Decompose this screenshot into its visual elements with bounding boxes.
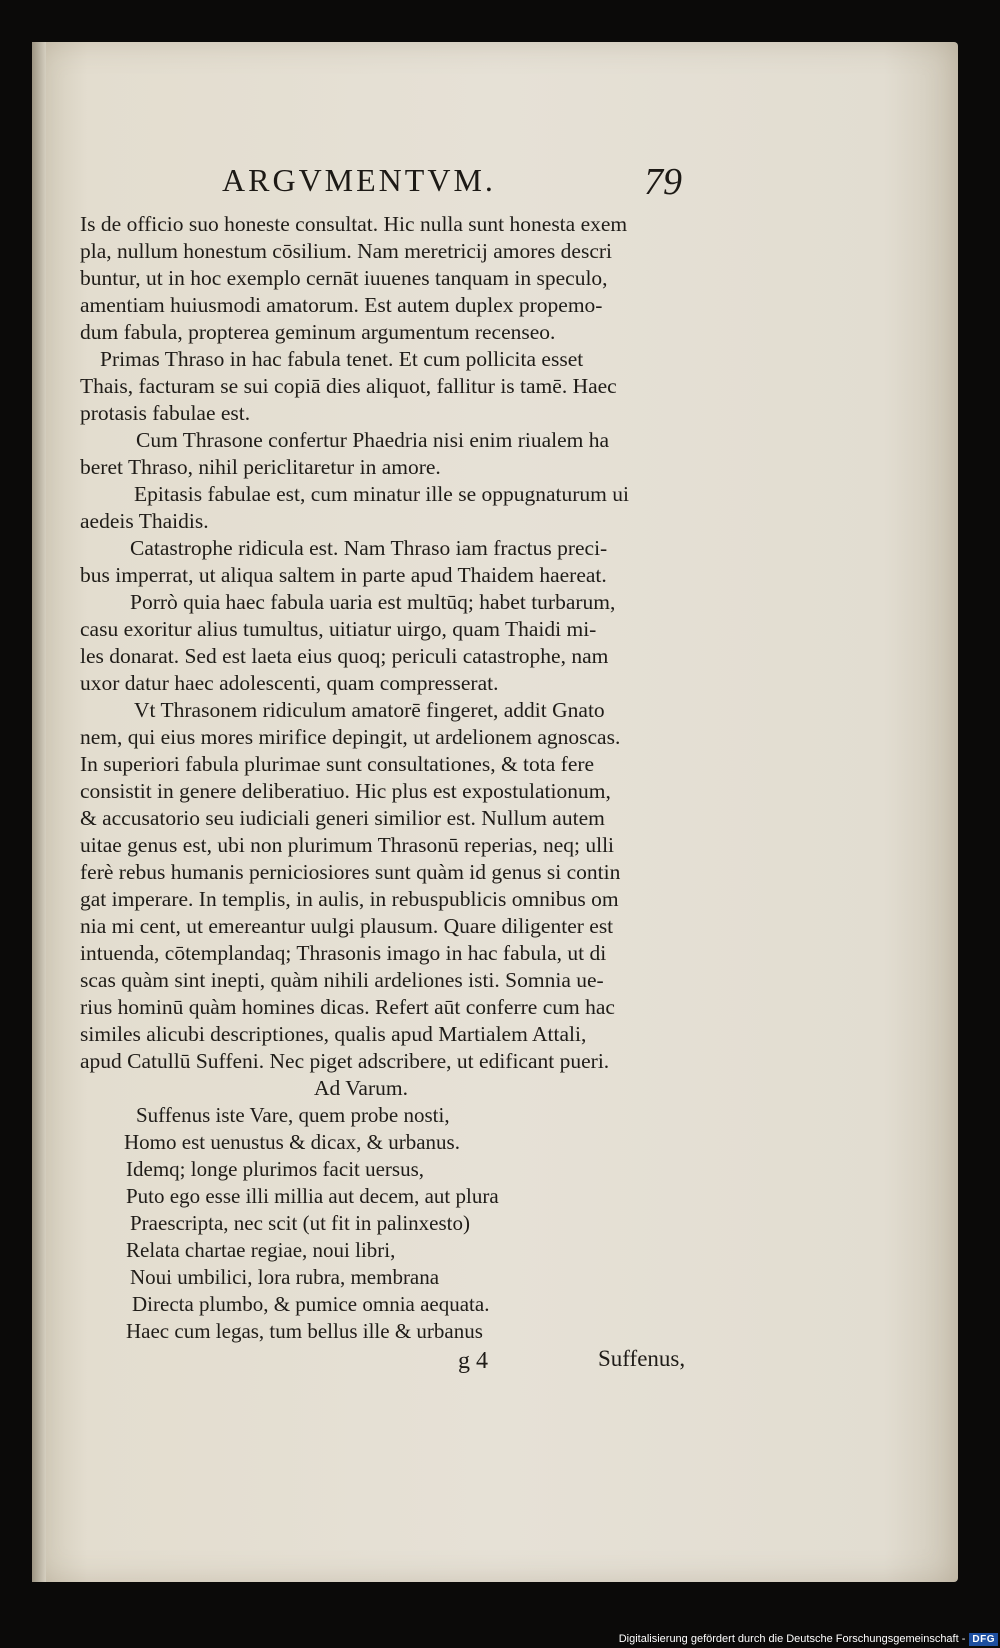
verse-line: Idemq; longe plurimos facit uersus, — [126, 1157, 425, 1181]
text-line: protasis fabulae est. — [80, 401, 251, 425]
text-line: amentiam huiusmodi amatorum. Est autem duplex propemo- — [80, 293, 603, 317]
signature-mark: g 4 — [458, 1348, 488, 1374]
verse-line: Relata chartae regiae, noui libri, — [126, 1238, 396, 1262]
running-title: ARGVMENTVM. — [222, 162, 496, 198]
verse-line: Directa plumbo, & pumice omnia aequata. — [132, 1292, 490, 1316]
credit-text: Digitalisierung gefördert durch die Deutsche Forschungsgemeinschaft - — [618, 1633, 966, 1645]
text-line: Cum Thrasone confertur Phaedria nisi enim riualem ha — [136, 428, 610, 452]
verse-line: Praescripta, nec scit (ut fit in palinxesto) — [130, 1211, 470, 1235]
verse-heading: Ad Varum. — [314, 1076, 408, 1100]
text-line: Is de officio suo honeste consultat. Hic nulla sunt honesta exem — [80, 212, 628, 236]
text-line: Primas Thraso in hac fabula tenet. Et cum pollicita esset — [100, 347, 584, 371]
text-line: Vt Thrasonem ridiculum amatorē fingeret, addit Gnato — [134, 698, 605, 722]
text-line: uitae genus est, ubi non plurimum Thrasonū reperias, neq; ulli — [80, 833, 615, 857]
text-line: Thais, facturam se sui copiā dies aliquot, fallitur is tamē. Haec — [80, 374, 617, 398]
text-line: beret Thraso, nihil periclitaretur in amore. — [80, 455, 441, 479]
text-line: ferè rebus humanis perniciosiores sunt quàm id genus si contin — [80, 860, 621, 884]
text-line: pla, nullum honestum cōsilium. Nam meretricij amores descri — [80, 239, 612, 263]
text-line: In superiori fabula plurimae sunt consultationes, & tota fere — [80, 752, 595, 776]
verse-line: Puto ego esse illi millia aut decem, aut plura — [126, 1184, 499, 1208]
dfg-logo: DFG — [969, 1633, 998, 1646]
text-line: uxor datur haec adolescenti, quam compresserat. — [80, 671, 499, 695]
page-gutter — [32, 42, 46, 1582]
text-line: dum fabula, propterea geminum argumentum recenseo. — [80, 320, 556, 344]
text-line: casu exoritur alius tumultus, uitiatur uirgo, quam Thaidi mi- — [80, 617, 597, 641]
text-line: Catastrophe ridicula est. Nam Thraso iam fractus preci- — [130, 536, 608, 560]
text-line: apud Catullū Suffeni. Nec piget adscribere, ut edificant pueri. — [80, 1049, 610, 1073]
text-line: nem, qui eius mores mirifice depingit, ut ardelionem agnoscas. — [80, 725, 621, 749]
text-line: intuenda, cōtemplandaq; Thrasonis imago in hac fabula, ut di — [80, 941, 607, 965]
verse-line: Noui umbilici, lora rubra, membrana — [130, 1265, 440, 1289]
text-line: scas quàm sint inepti, quàm nihili ardeliones isti. Somnia ue- — [80, 968, 604, 992]
verse-line: Suffenus iste Vare, quem probe nosti, — [136, 1103, 450, 1127]
text-line: & accusatorio seu iudiciali generi similior est. Nullum autem — [80, 806, 605, 830]
text-line: similes alicubi descriptiones, qualis apud Martialem Attali, — [80, 1022, 587, 1046]
digitization-credit — [600, 1630, 1000, 1648]
verse-line: Homo est uenustus & dicax, & urbanus. — [124, 1130, 460, 1154]
text-line: les donarat. Sed est laeta eius quoq; periculi catastrophe, nam — [80, 644, 609, 668]
text-line: consistit in genere deliberatiuo. Hic plus est expostulationum, — [80, 779, 611, 803]
text-line: gat imperare. In templis, in aulis, in rebuspublicis omnibus om — [80, 887, 619, 911]
verse-line: Haec cum legas, tum bellus ille & urbanus — [126, 1319, 483, 1343]
text-line: aedeis Thaidis. — [80, 509, 209, 533]
text-line: bus imperrat, ut aliqua saltem in parte apud Thaidem haereat. — [80, 563, 607, 587]
text-line: nia mi cent, ut emereantur uulgi plausum. Quare diligenter est — [80, 914, 614, 938]
text-line: Porrò quia haec fabula uaria est multūq; habet turbarum, — [130, 590, 616, 614]
text-line: rius hominū quàm homines dicas. Refert aūt conferre cum hac — [80, 995, 615, 1019]
text-line: Epitasis fabulae est, cum minatur ille se oppugnaturum ui — [134, 482, 629, 506]
catchword: Suffenus, — [598, 1346, 686, 1371]
text-line: buntur, ut in hoc exemplo cernāt iuuenes tanquam in speculo, — [80, 266, 608, 290]
page-number: 79 — [644, 161, 682, 203]
